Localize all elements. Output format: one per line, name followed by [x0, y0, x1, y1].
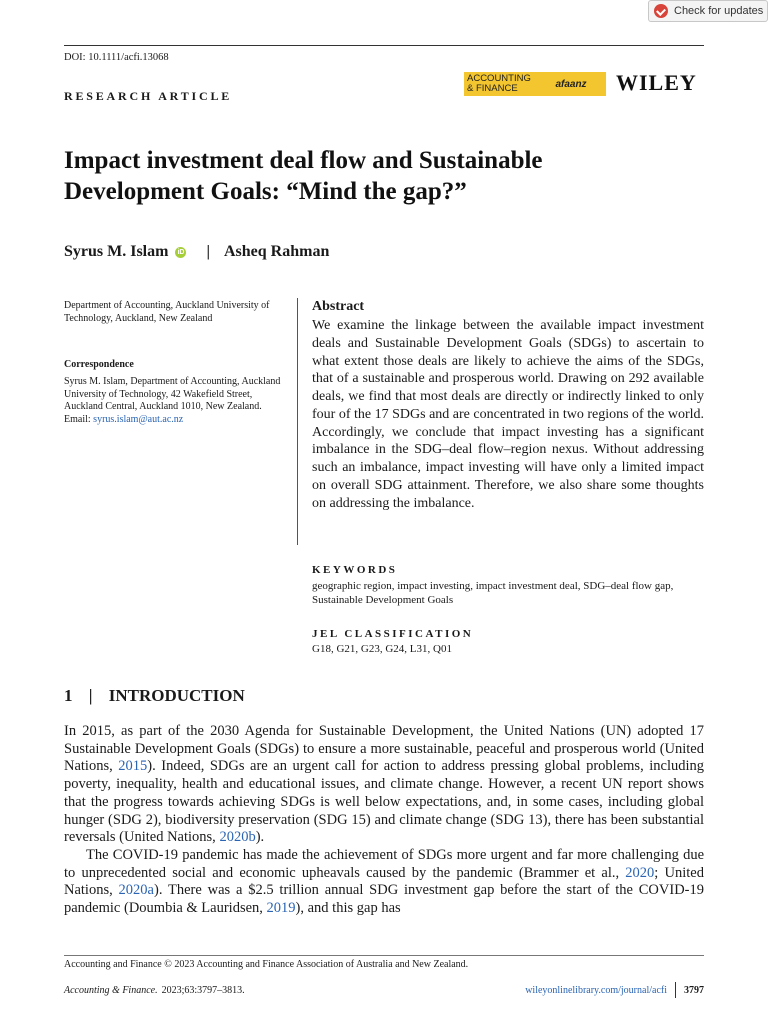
- footer-bar: [64, 982, 704, 998]
- article-title: [64, 145, 684, 207]
- page-number-divider: [675, 982, 676, 998]
- abstract-divider: [297, 298, 298, 545]
- author-2[interactable]: Asheq Rahman: [223, 243, 330, 260]
- p2-text-2: ; United Nations,: [64, 864, 704, 899]
- p1-text-1: In 2015, as part of the 2030 Agenda for Sustainable Development, the United Nations (UN) adopted 17 Sustainable Development Goals (SDGs) to ensure a more sustainable, peaceful and prosperous world (United Nations,: [64, 723, 704, 775]
- page-number: 3797: [684, 984, 704, 996]
- title-line-1: Impact investment deal flow and Sustainable: [64, 147, 543, 174]
- article-type: RESEARCH ARTICLE: [64, 89, 233, 103]
- jel-heading: JEL CLASSIFICATION: [312, 628, 474, 640]
- doi: DOI: 10.1111/acfi.13068: [64, 52, 169, 63]
- section-heading: [64, 686, 245, 706]
- wiley-logo: WILEY: [616, 70, 697, 95]
- check-for-updates-button[interactable]: [648, 0, 768, 22]
- affiliation: Department of Accounting, Auckland University of Technology, Auckland, New Zealand: [64, 300, 270, 324]
- journal-url-link[interactable]: wileyonlinelibrary.com/journal/acfi: [525, 984, 667, 996]
- keywords-text: geographic region, impact investing, impact investment deal, SDG–deal flow gap, Sustainable Development Goals: [312, 580, 674, 606]
- logo-line-2: & FINANCE: [467, 83, 518, 94]
- check-updates-icon: [654, 4, 668, 18]
- footer-rule: [64, 955, 704, 956]
- p2-text-1: The COVID-19 pandemic has made the achievement of SDGs more urgent and far more challenging due to unprecedented social and economic upheavals caused by the pandemic (Brammer et al.,: [64, 846, 704, 881]
- section-separator: |: [88, 686, 93, 705]
- p1-text-3: ).: [255, 829, 265, 846]
- author-separator: |: [206, 243, 210, 260]
- p1-text-2: ). Indeed, SDGs are an urgent call for action to address pressing global problems, including poverty, inequality, health and educational issues, and climate change. However, a recent UN report shows that the progress towards achieving SDGs is well below expectations, and, in some cases, including global hunger (SDG 2), biodiversity preservation (SDG 15) and climate change (SDG 13), there has been substantial reversals (United Nations,: [64, 758, 704, 846]
- correspondence-heading: Correspondence: [64, 359, 134, 370]
- author-list: [64, 243, 329, 261]
- check-for-updates-label: Check for updates: [674, 5, 764, 17]
- header-rule: [64, 45, 704, 46]
- jel-codes: G18, G21, G23, G24, L31, Q01: [312, 643, 452, 655]
- logo-line-1: ACCOUNTING: [467, 73, 531, 84]
- accounting-finance-logo: [464, 72, 536, 96]
- paragraph-1: [64, 723, 704, 847]
- section-title: INTRODUCTION: [108, 686, 245, 705]
- afaanz-logo: afaanz: [536, 72, 606, 96]
- correspondence-block: [64, 376, 284, 426]
- keywords-heading: KEYWORDS: [312, 564, 398, 576]
- body-text: [64, 723, 704, 918]
- email-label: Email:: [64, 413, 91, 425]
- title-line-2: Development Goals: “Mind the gap?”: [64, 178, 467, 205]
- p2-text-3: ). There was a $2.5 trillion annual SDG investment gap before the start of the COVID-19 pandemic (Doumbia & Lauridsen,: [64, 882, 704, 917]
- abstract-text: We examine the linkage between the available impact investment deals and Sustainable Development Goals (SDGs) to ascertain to what extent those deals are likely to achieve the aims of the SDGs, that of a sustainable and prosperous world. Drawing on 292 available deals, we find that most deals are directly or indirectly linked to only four of the 17 SDGs and are concentrated in two regions of the world. Accordingly, we conclude that impact investing has a significant imbalance in the SDG–deal flow–region nexus. Without addressing such an imbalance, impact investing will have only a limited impact on overall SDG attainment. Therefore, we also share some thoughts on addressing the imbalance.: [312, 318, 704, 511]
- correspondence-text: Syrus M. Islam, Department of Accounting, Auckland University of Technology, 42 Wakefield Street, Auckland Central, Auckland 1010, New Zealand.: [64, 376, 281, 413]
- author-1[interactable]: Syrus M. Islam: [64, 243, 169, 260]
- citation-link[interactable]: 2020b: [219, 829, 256, 846]
- p2-text-4: ), and this gap has: [295, 900, 401, 917]
- paragraph-2: [64, 847, 704, 918]
- citation-link[interactable]: 2020: [625, 864, 655, 881]
- email-link[interactable]: syrus.islam@aut.ac.nz: [93, 413, 184, 425]
- citation-link[interactable]: 2019: [266, 900, 296, 917]
- section-number: 1: [64, 686, 73, 705]
- orcid-icon[interactable]: iD: [177, 248, 185, 256]
- citation-link[interactable]: 2020a: [118, 882, 154, 899]
- footer-journal: Accounting & Finance.: [64, 984, 158, 996]
- footer-citation: 2023;63:3797–3813.: [161, 984, 245, 996]
- citation-link[interactable]: 2015: [118, 758, 148, 775]
- footer-copyright: Accounting and Finance © 2023 Accounting and Finance Association of Australia and New Zealand.: [64, 959, 469, 970]
- abstract-heading: Abstract: [312, 299, 365, 314]
